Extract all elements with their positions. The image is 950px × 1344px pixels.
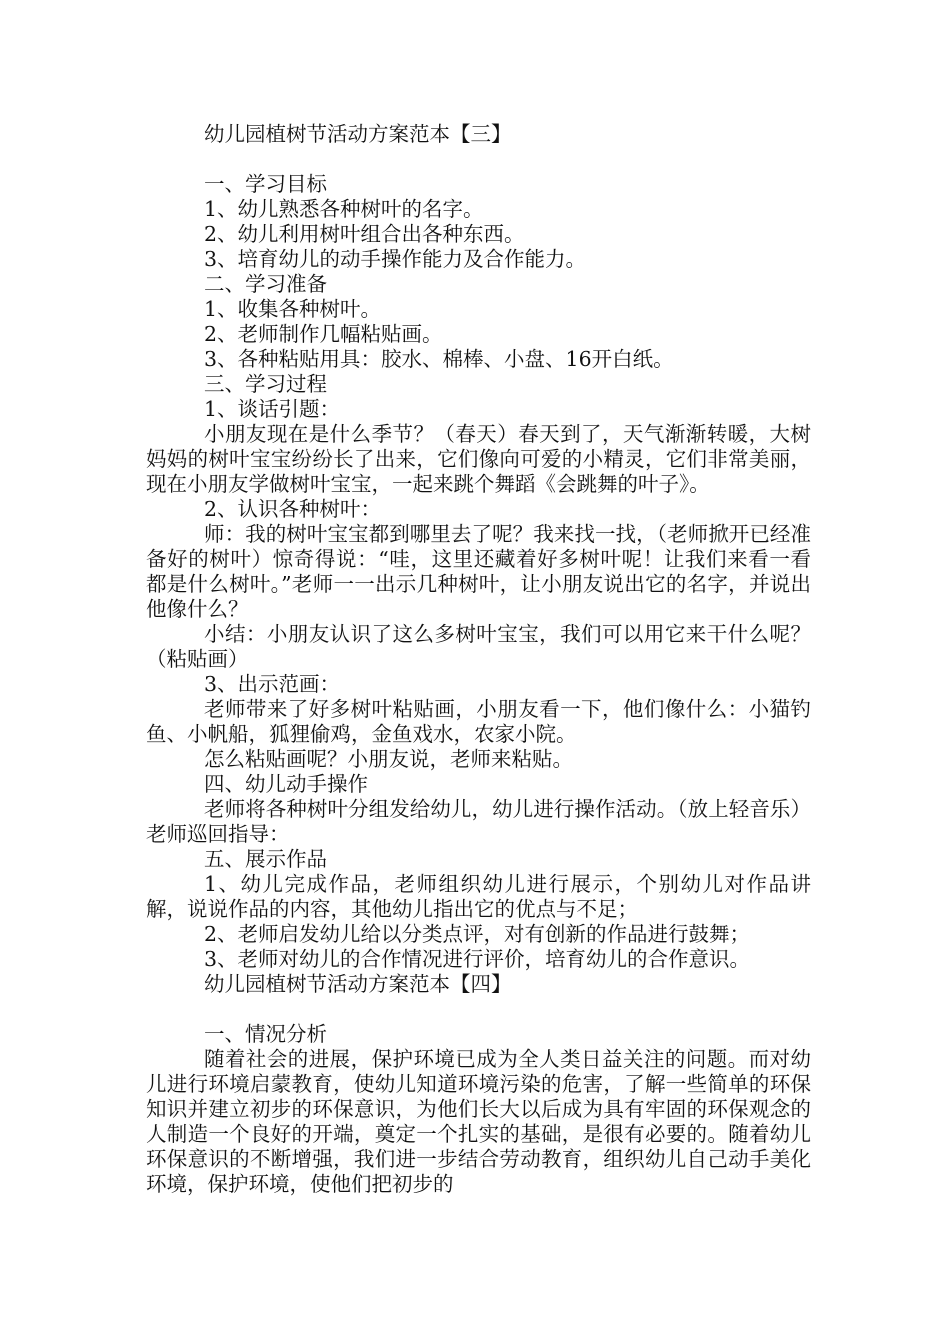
paragraph: 老师带来了好多树叶粘贴画，小朋友看一下，他们像什么：小猫钓鱼、小帆船，狐狸偷鸡，金鱼戏水，农家小院。 (146, 697, 811, 746)
paragraph: 1、幼儿完成作品，老师组织幼儿进行展示，个别幼儿对作品讲解，说说作品的内容，其他幼儿指出它的优点与不足； (146, 872, 811, 921)
list-item: 1、收集各种树叶。 (204, 297, 382, 321)
spacer (146, 147, 811, 172)
paragraph: 小结：小朋友认识了这么多树叶宝宝，我们可以用它来干什么呢？（粘贴画） (146, 622, 811, 671)
section-heading-operation: 四、幼儿动手操作 (204, 772, 368, 796)
section-heading-analysis: 一、情况分析 (204, 1022, 327, 1046)
paragraph: 2、老师启发幼儿给以分类点评，对有创新的作品进行鼓舞； (204, 922, 751, 946)
list-item: 3、各种粘贴用具：胶水、棉棒、小盘、16开白纸。 (204, 347, 674, 371)
paragraph: 怎么粘贴画呢？小朋友说，老师来粘贴。 (204, 747, 573, 771)
document-body (146, 122, 811, 1197)
paragraph: 3、老师对幼儿的合作情况进行评价，培育幼儿的合作意识。 (204, 947, 751, 971)
section-heading-preparation: 二、学习准备 (204, 272, 327, 296)
section-heading-goals: 一、学习目标 (204, 172, 327, 196)
paragraph: 随着社会的进展，保护环境已成为全人类日益关注的问题。而对幼儿进行环境启蒙教育，使幼儿知道环境污染的危害，了解一些简单的环保知识并建立初步的环保意识，为他们长大以后成为具有牢固的环保观念的人制造一个良好的开端，奠定一个扎实的基础，是很有必要的。随着幼儿环保意识的不断增强，我们进一步结合劳动教育，组织幼儿自己动手美化环境，保护环境，使他们把初步的 (146, 1047, 811, 1196)
spacer (146, 997, 811, 1022)
paragraph: 老师将各种树叶分组发给幼儿，幼儿进行操作活动。（放上轻音乐）老师巡回指导： (146, 797, 811, 846)
section-heading-process: 三、学习过程 (204, 372, 327, 396)
sub-heading: 3、出示范画： (204, 672, 341, 696)
list-item: 3、培育幼儿的动手操作能力及合作能力。 (204, 247, 587, 271)
sub-heading: 1、谈话引题： (204, 397, 341, 421)
list-item: 1、幼儿熟悉各种树叶的名字。 (204, 197, 484, 221)
paragraph: 师：我的树叶宝宝都到哪里去了呢？我来找一找，（老师掀开已经准备好的树叶）惊奇得说：“哇，这里还藏着好多树叶呢！让我们来看一看都是什么树叶。”老师一一出示几种树叶，让小朋友说出它的名字，并说出他像什么？ (146, 522, 811, 621)
document-title-3: 幼儿园植树节活动方案范本【三】 (204, 122, 512, 146)
sub-heading: 2、认识各种树叶： (204, 497, 382, 521)
list-item: 2、幼儿利用树叶组合出各种东西。 (204, 222, 525, 246)
document-title-4: 幼儿园植树节活动方案范本【四】 (204, 972, 512, 996)
paragraph: 小朋友现在是什么季节？（春天）春天到了，天气渐渐转暖，大树妈妈的树叶宝宝纷纷长了出来，它们像向可爱的小精灵，它们非常美丽，现在小朋友学做树叶宝宝，一起来跳个舞蹈《会跳舞的叶子》。 (146, 422, 811, 496)
section-heading-showcase: 五、展示作品 (204, 847, 327, 871)
list-item: 2、老师制作几幅粘贴画。 (204, 322, 443, 346)
